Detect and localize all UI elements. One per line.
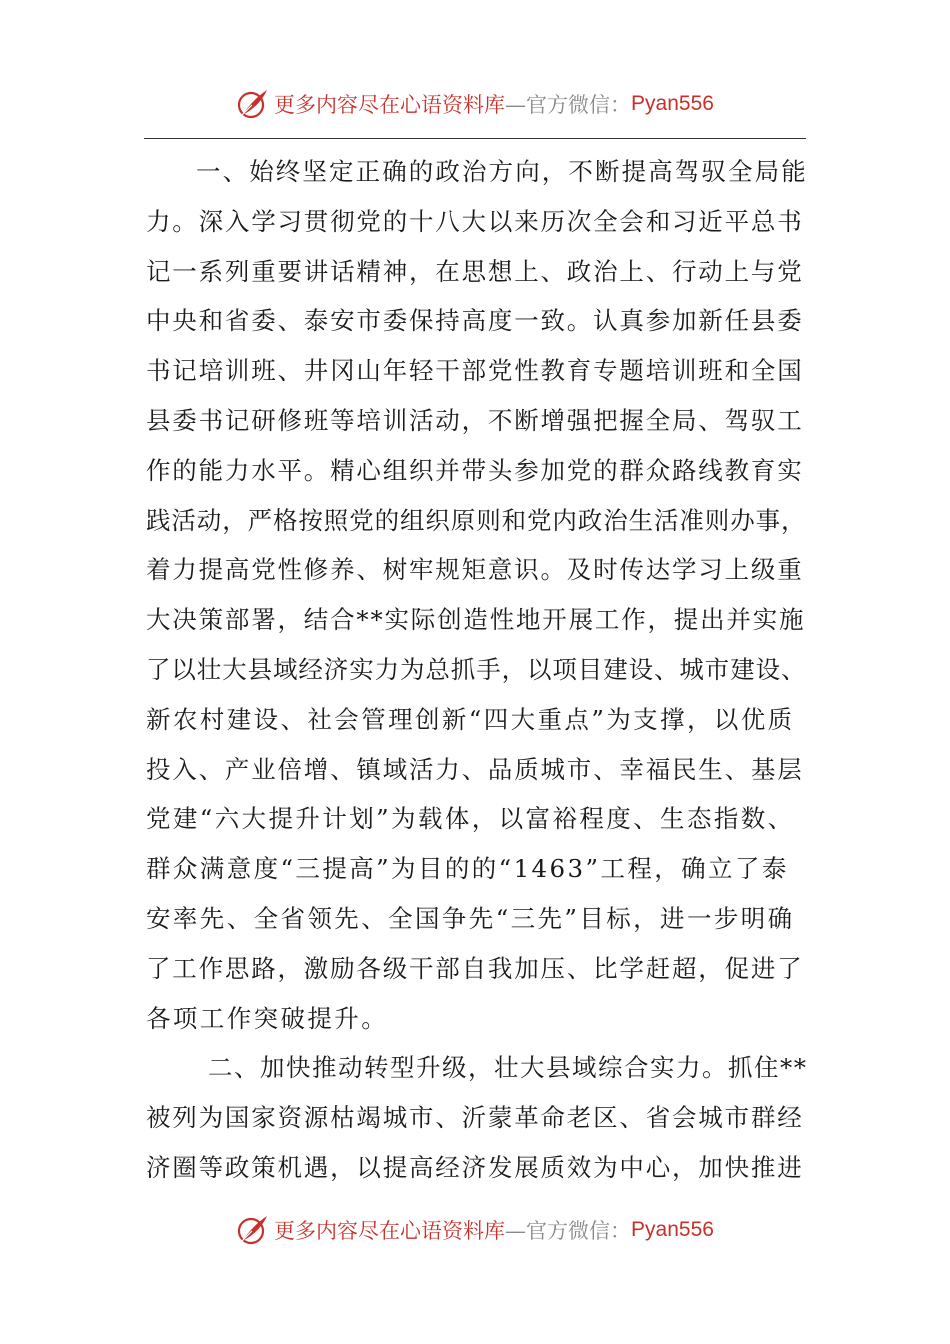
paragraph-line: 济圈等政策机遇，以提高经济发展质效为中心，加快推进 — [146, 1152, 804, 1182]
paragraph-line: 投入、产业倍增、镇域活力、品质城市、幸福民生、基层 — [146, 754, 804, 784]
header-banner — [0, 84, 950, 124]
paragraph-line: 了以壮大县域经济实力为总抓手，以项目建设、城市建设、 — [146, 654, 807, 684]
paragraph-line: 践活动，严格按照党的组织原则和党内政治生活准则办事， — [146, 505, 807, 535]
banner-sub-text: —官方微信： — [505, 93, 632, 117]
banner-sub-text: —官方微信： — [505, 1219, 632, 1243]
paragraph-line: 一、始终坚定正确的政治方向，不断提高驾驭全局能 — [196, 157, 808, 186]
paragraph-line: 记一系列重要讲话精神，在思想上、政治上、行动上与党 — [146, 256, 804, 286]
paragraph-line: 被列为国家资源枯竭城市、沂蒙革命老区、省会城市群经 — [146, 1103, 804, 1133]
paragraph-line: 党建“六大提升计划”为载体，以富裕程度、生态指数、 — [146, 804, 795, 834]
banner-wechat-handle: Pyan556 — [631, 1218, 714, 1241]
paragraph-line: 群众满意度“三提高”为目的的“1463”工程，确立了泰 — [146, 854, 789, 884]
feather-pen-logo-icon — [236, 1213, 270, 1247]
paragraph-line: 县委书记研修班等培训活动，不断增强把握全局、驾驭工 — [146, 405, 804, 435]
paragraph-line: 作的能力水平。精心组织并带头参加党的群众路线教育实 — [146, 455, 804, 485]
paragraph-line: 各项工作突破提升。 — [146, 1003, 389, 1033]
paragraph-line: 二、加快推动转型升级，壮大县域综合实力。抓住** — [208, 1053, 808, 1083]
paragraph-line: 书记培训班、井冈山年轻干部党性教育专题培训班和全国 — [146, 356, 804, 386]
paragraph-line: 新农村建设、社会管理创新“四大重点”为支撑，以优质 — [146, 704, 795, 734]
document-body — [146, 147, 810, 1193]
banner-main-text: 更多内容尽在心语资料库 — [274, 1219, 506, 1243]
banner-main-text: 更多内容尽在心语资料库 — [274, 93, 506, 117]
feather-pen-logo-icon — [236, 87, 270, 121]
footer-banner — [0, 1210, 950, 1250]
header-divider — [144, 138, 806, 139]
paragraph-line: 安率先、全省领先、全国争先“三先”目标，进一步明确 — [146, 903, 795, 933]
paragraph-line: 中央和省委、泰安市委保持高度一致。认真参加新任县委 — [146, 306, 804, 336]
paragraph-line: 力。深入学习贯彻党的十八大以来历次全会和习近平总书 — [146, 206, 804, 236]
paragraph-line: 大决策部署，结合**实际创造性地开展工作，提出并实施 — [146, 605, 806, 635]
banner-wechat-handle: Pyan556 — [631, 92, 714, 115]
paragraph-line: 着力提高党性修养、树牢规矩意识。及时传达学习上级重 — [146, 555, 804, 585]
paragraph-line: 了工作思路，激励各级干部自我加压、比学赶超，促进了 — [146, 953, 804, 983]
